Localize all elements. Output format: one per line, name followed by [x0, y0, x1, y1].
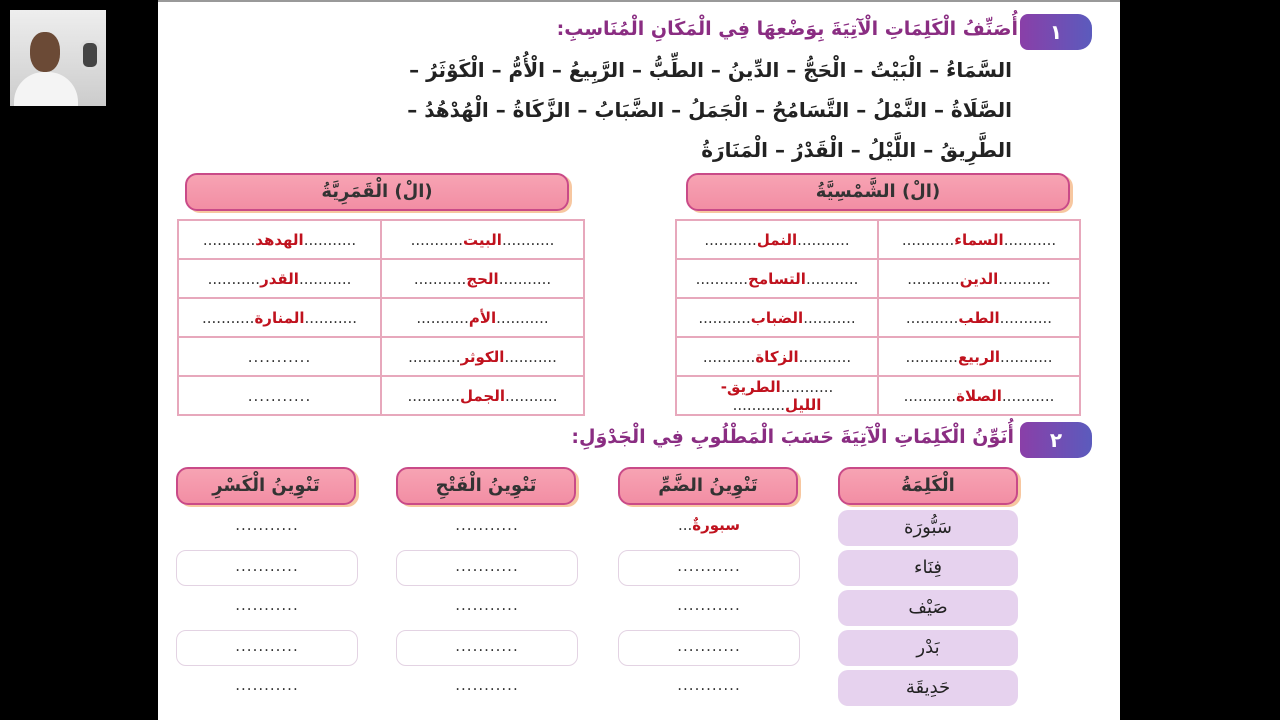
- fath-answer-field[interactable]: [396, 590, 578, 626]
- damm-answer-field[interactable]: [618, 670, 800, 706]
- shamsiya-cell[interactable]: [878, 298, 1080, 337]
- dotted-blank: ...........: [413, 269, 467, 288]
- kasr-answer-field[interactable]: [176, 630, 358, 666]
- qamariya-cell[interactable]: [381, 376, 584, 415]
- question-2-badge: ٢: [1020, 422, 1092, 458]
- dotted-blank: ...........: [695, 269, 749, 288]
- damm-answer-field[interactable]: [618, 550, 800, 586]
- qamariya-cell[interactable]: [178, 220, 381, 259]
- answer-text: الصلاة: [956, 386, 1002, 405]
- damm-answer-field[interactable]: [618, 630, 800, 666]
- shamsiya-cell[interactable]: [676, 298, 878, 337]
- dotted-blank: ...........: [455, 637, 519, 655]
- dotted-blank: ...........: [235, 557, 299, 575]
- qamariya-table: [177, 219, 585, 416]
- header-damm: تَنْوِينُ الضَّمِّ: [618, 467, 798, 505]
- answer-text: الزكاة: [755, 347, 799, 366]
- answer-text: الأم: [468, 308, 497, 327]
- qamariya-row: [178, 376, 584, 415]
- fath-answer-field[interactable]: [396, 510, 578, 546]
- dotted-blank: ...........: [1000, 347, 1053, 366]
- dotted-blank: ...........: [805, 269, 859, 288]
- dotted-blank: ...........: [677, 637, 741, 655]
- shamsiya-row: [676, 298, 1080, 337]
- kasr-answer-field[interactable]: [176, 550, 358, 586]
- qamariya-row: [178, 337, 584, 376]
- dotted-blank: ...........: [698, 308, 751, 327]
- dotted-blank: ...........: [1003, 230, 1057, 249]
- webcam-overlay: [10, 10, 106, 106]
- question-2-title: أُنَوِّنُ الْكَلِمَاتِ الْآتِيَةَ حَسَبَ الْمَطْلُوبِ فِي الْجَدْوَلِ:: [571, 426, 1014, 448]
- answer-text: الحج: [466, 269, 499, 288]
- dotted-blank: ...........: [235, 637, 299, 655]
- dotted-blank: ...........: [677, 557, 741, 575]
- dotted-blank: ...........: [455, 557, 519, 575]
- answer-text: التسامح: [748, 269, 806, 288]
- dotted-blank: ...: [677, 516, 693, 534]
- answer-text: الكوثر: [460, 347, 505, 366]
- qamariya-cell[interactable]: [381, 220, 584, 259]
- question-1-title: أُصَنِّفُ الْكَلِمَاتِ الْآتِيَةَ بِوَضْعِهَا فِي الْمَكَانِ الْمُنَاسِبِ:: [556, 18, 1018, 40]
- answer-text: السماء: [954, 230, 1004, 249]
- dotted-blank: ...........: [455, 516, 519, 534]
- kasr-answer-field[interactable]: [176, 510, 358, 546]
- word-cell: بَدْر: [838, 630, 1018, 666]
- answer-text: الضباب: [750, 308, 804, 327]
- dotted-blank: ...........: [455, 596, 519, 614]
- answer-text: النمل: [756, 230, 798, 249]
- shamsiya-cell[interactable]: [878, 337, 1080, 376]
- qamariya-cell[interactable]: [178, 376, 381, 415]
- dotted-blank: ...........: [704, 230, 757, 249]
- dotted-blank: ...........: [235, 676, 299, 694]
- shamsiya-header: (الْ) الشَّمْسِيَّةُ: [686, 173, 1070, 211]
- dotted-blank: ...........: [999, 308, 1053, 327]
- header-word: الْكَلِمَةُ: [838, 467, 1018, 505]
- damm-answer-field[interactable]: [618, 590, 800, 626]
- word-line-1: السَّمَاءُ – الْبَيْتُ – الْحَجُّ – الدِّينُ – الطِّبُّ – الرَّبِيعُ – الْأُمُّ – الْكَوْثَرُ –: [409, 58, 1012, 82]
- shamsiya-cell[interactable]: [676, 259, 878, 298]
- qamariya-cell[interactable]: [178, 298, 381, 337]
- word-line-2: الصَّلَاةُ – النَّمْلُ – التَّسَامُحُ – الْجَمَلُ – الضَّبَابُ – الزَّكَاةُ – الْهُدْهُدُ –: [407, 98, 1012, 122]
- qamariya-row: [178, 220, 584, 259]
- shamsiya-cell[interactable]: [676, 376, 878, 415]
- dotted-blank: ...........: [803, 308, 856, 327]
- dotted-blank: ...........: [732, 395, 786, 414]
- dotted-blank: ...........: [247, 386, 312, 405]
- word-cell: فِنَاء: [838, 550, 1018, 586]
- fath-answer-field[interactable]: [396, 550, 578, 586]
- dotted-blank: ...........: [504, 347, 557, 366]
- qamariya-cell[interactable]: [381, 259, 584, 298]
- fath-answer-field[interactable]: [396, 670, 578, 706]
- qamariya-cell[interactable]: [178, 259, 381, 298]
- dotted-blank: ...........: [455, 676, 519, 694]
- dotted-blank: ...........: [416, 308, 469, 327]
- dotted-blank: ...........: [235, 516, 299, 534]
- qamariya-row: [178, 259, 584, 298]
- shamsiya-cell[interactable]: [676, 337, 878, 376]
- answer-text: الدين: [959, 269, 999, 288]
- shamsiya-row: [676, 337, 1080, 376]
- answer-text: المنارة: [254, 308, 305, 327]
- answer-text: سبورةٌ: [692, 516, 741, 534]
- shamsiya-cell[interactable]: [878, 220, 1080, 259]
- answer-text: الربيع: [957, 347, 1001, 366]
- dotted-blank: ...........: [303, 230, 357, 249]
- dotted-blank: ...........: [780, 377, 834, 396]
- qamariya-row: [178, 298, 584, 337]
- dotted-blank: ...........: [797, 230, 850, 249]
- dotted-blank: ...........: [1001, 386, 1055, 405]
- dotted-blank: ...........: [907, 269, 960, 288]
- word-cell: حَدِيقَة: [838, 670, 1018, 706]
- dotted-blank: ...........: [202, 230, 256, 249]
- dotted-blank: ...........: [905, 347, 958, 366]
- question-1-badge: ١: [1020, 14, 1092, 50]
- shamsiya-cell[interactable]: [878, 259, 1080, 298]
- word-line-3: الطَّرِيقُ – اللَّيْلُ – الْقَدْرُ – الْمَنَارَةُ: [701, 138, 1012, 162]
- dotted-blank: ...........: [247, 347, 312, 366]
- dotted-blank: ...........: [505, 386, 558, 405]
- dotted-blank: ...........: [304, 308, 357, 327]
- shamsiya-cell[interactable]: [878, 376, 1080, 415]
- dotted-blank: ...........: [407, 386, 460, 405]
- shamsiya-row: [676, 376, 1080, 415]
- qamariya-cell[interactable]: [178, 337, 381, 376]
- shamsiya-row: [676, 220, 1080, 259]
- dotted-blank: ...........: [998, 269, 1051, 288]
- dotted-blank: ...........: [202, 308, 255, 327]
- shamsiya-cell[interactable]: [676, 220, 878, 259]
- answer-text: الجمل: [459, 386, 506, 405]
- fath-answer-field[interactable]: [396, 630, 578, 666]
- header-kasr: تَنْوِينُ الْكَسْرِ: [176, 467, 356, 505]
- answer-text: القدر: [260, 269, 299, 288]
- word-cell: سَبُّورَة: [838, 510, 1018, 546]
- qamariya-cell[interactable]: [381, 337, 584, 376]
- answer-text: الطب: [958, 308, 1000, 327]
- word-cell: صَيْف: [838, 590, 1018, 626]
- dotted-blank: ...........: [410, 230, 464, 249]
- answer-text: الطريق-الليل: [720, 377, 822, 414]
- shamsiya-table: [675, 219, 1081, 416]
- qamariya-cell[interactable]: [381, 298, 584, 337]
- dotted-blank: ...........: [408, 347, 461, 366]
- dotted-blank: ...........: [298, 269, 352, 288]
- answer-text: البيت: [463, 230, 502, 249]
- dotted-blank: ...........: [702, 347, 756, 366]
- damm-answer-field[interactable]: [618, 510, 800, 546]
- answer-text: الهدهد: [255, 230, 304, 249]
- dotted-blank: ...........: [677, 676, 741, 694]
- qamariya-header: (الْ) الْقَمَرِيَّةُ: [185, 173, 569, 211]
- dotted-blank: ...........: [903, 386, 957, 405]
- dotted-blank: ...........: [798, 347, 852, 366]
- dotted-blank: ...........: [235, 596, 299, 614]
- dotted-blank: ...........: [501, 230, 555, 249]
- kasr-answer-field[interactable]: [176, 670, 358, 706]
- shamsiya-row: [676, 259, 1080, 298]
- dotted-blank: ...........: [677, 596, 741, 614]
- dotted-blank: ...........: [496, 308, 549, 327]
- dotted-blank: ...........: [901, 230, 955, 249]
- dotted-blank: ...........: [498, 269, 552, 288]
- kasr-answer-field[interactable]: [176, 590, 358, 626]
- dotted-blank: ...........: [905, 308, 959, 327]
- dotted-blank: ...........: [207, 269, 261, 288]
- header-fath: تَنْوِينُ الْفَتْحِ: [396, 467, 576, 505]
